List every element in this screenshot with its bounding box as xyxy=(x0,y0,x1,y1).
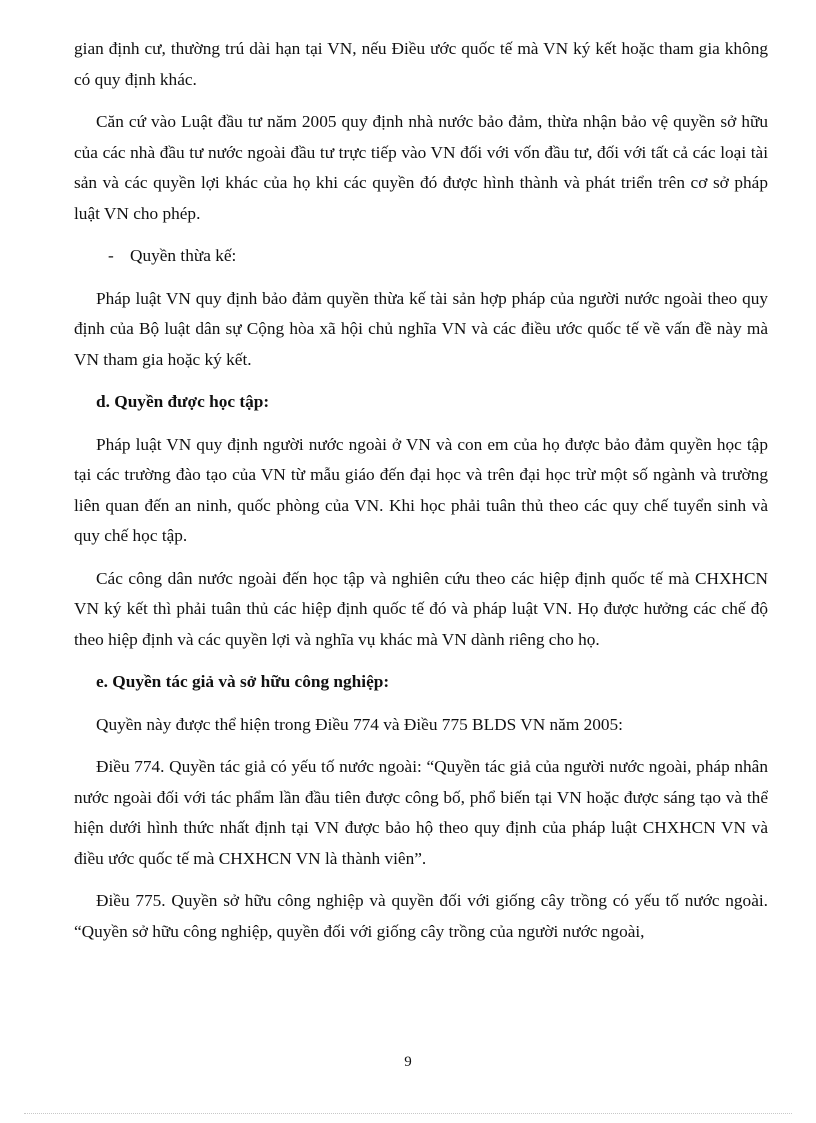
paragraph-continuation: gian định cư, thường trú dài hạn tại VN, nếu Điều ước quốc tế mà VN ký kết hoặc tham gia không có quy định khác. xyxy=(74,39,768,89)
paragraph-study-rights: Pháp luật VN quy định người nước ngoài ở VN và con em của họ được bảo đảm quyền học tập tại các trường đào tạo của VN từ mẫu giáo đến đại học và trên đại học trừ một số ngành và trường liên quan đến an ninh, quốc phòng của VN. Khi học phải tuân thủ theo các quy chế tuyển sinh và quy chế học tập. xyxy=(74,434,768,545)
page-content xyxy=(74,34,768,959)
paragraph-article-774: Điều 774. Quyền tác giả có yếu tố nước ngoài: “Quyền tác giả của người nước ngoài, pháp nhân nước ngoài đối với tác phẩm lần đầu tiên được công bố, phổ biến tại VN hoặc được sáng tạo và thể hiện dưới hình thức nhất định tại VN được bảo hộ theo quy định của pháp luật CHXHCN VN và điều ước quốc tế mà CHXHCN VN là thành viên”. xyxy=(74,757,768,868)
bullet-inheritance-label: Quyền thừa kế: xyxy=(130,246,237,265)
page-bottom-divider xyxy=(24,1113,792,1114)
paragraph-foreign-students: Các công dân nước ngoài đến học tập và nghiên cứu theo các hiệp định quốc tế mà CHXHCN VN ký kết thì phải tuân thủ các hiệp định quốc tế đó và pháp luật VN. Họ được hưởng các chế độ theo hiệp định và các quyền lợi và nghĩa vụ khác mà VN dành riêng cho họ. xyxy=(74,568,768,649)
bullet-inheritance xyxy=(74,241,768,272)
bullet-marker: - xyxy=(108,246,114,265)
paragraph-inheritance: Pháp luật VN quy định bảo đảm quyền thừa kế tài sản hợp pháp của người nước ngoài theo quy định của Bộ luật dân sự Cộng hòa xã hội chủ nghĩa VN và các điều ước quốc tế về vấn đề này mà VN tham gia hoặc ký kết. xyxy=(74,288,768,369)
heading-copyright-industrial: e. Quyền tác giả và sở hữu công nghiệp: xyxy=(96,672,390,691)
page-number: 9 xyxy=(404,1054,412,1070)
paragraph-article-775: Điều 775. Quyền sở hữu công nghiệp và quyền đối với giống cây trồng có yếu tố nước ngoài. “Quyền sở hữu công nghiệp, quyền đối với giống cây trồng của người nước ngoài, xyxy=(74,891,768,941)
paragraph-investment-law: Căn cứ vào Luật đầu tư năm 2005 quy định nhà nước bảo đảm, thừa nhận bảo vệ quyền sở hữu của các nhà đầu tư nước ngoài đầu tư trực tiếp vào VN đối với vốn đầu tư, đối với tất cả các loại tài sản và các quyền lợi khác của họ khi các quyền đó được hình thành và phát triển trên cơ sở pháp luật VN cho phép. xyxy=(74,112,768,223)
paragraph-articles-intro: Quyền này được thể hiện trong Điều 774 và Điều 775 BLDS VN năm 2005: xyxy=(96,714,623,734)
heading-study-rights: d. Quyền được học tập: xyxy=(96,392,270,411)
